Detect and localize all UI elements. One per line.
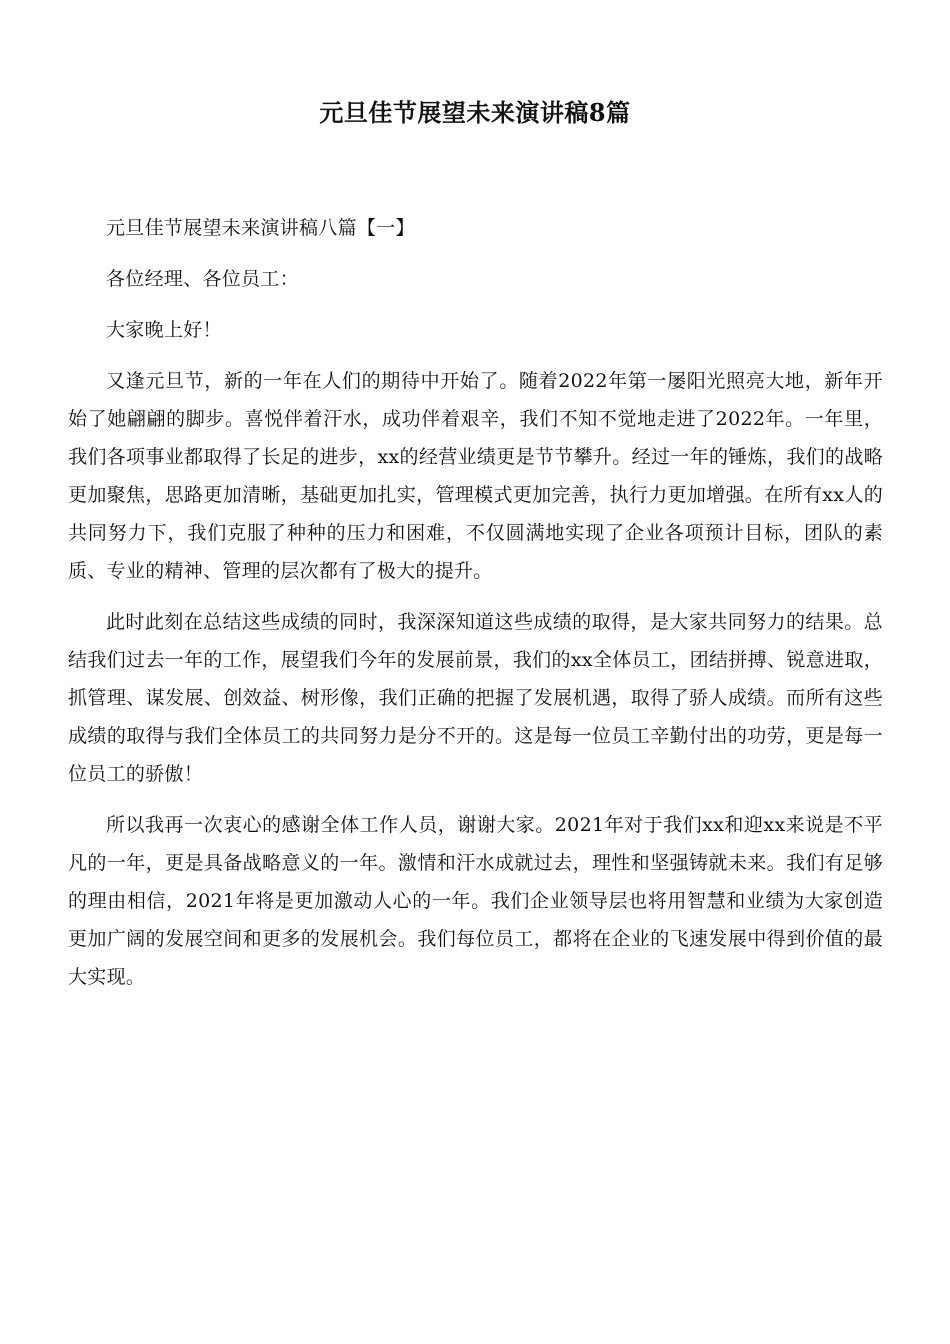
- body-paragraph: 又逢元旦节，新的一年在人们的期待中开始了。随着2022年第一屡阳光照亮大地，新年开始了她翩翩的脚步。喜悦伴着汗水，成功伴着艰辛，我们不知不觉地走进了2022年。一年里，我们各项事业都取得了长足的进步，xx的经营业绩更是节节攀升。经过一年的锤炼，我们的战略更加聚焦，思路更加清晰，基础更加扎实，管理模式更加完善，执行力更加增强。在所有xx人的共同努力下，我们克服了种种的压力和困难，不仅圆满地实现了企业各项预计目标，团队的素质、专业的精神、管理的层次都有了极大的提升。: [68, 370, 883, 582]
- body-paragraph: 所以我再一次衷心的感谢全体工作人员，谢谢大家。2021年对于我们xx和迎xx来说是不平凡的一年，更是具备战略意义的一年。激情和汗水成就过去，理性和坚强铸就未来。我们有足够的理由相信，2021年将是更加激动人心的一年。我们企业领导层也将用智慧和业绩为大家创造更加广阔的发展空间和更多的发展机会。我们每位员工，都将在企业的飞速发展中得到价值的最大实现。: [68, 814, 883, 988]
- body-paragraph: 此时此刻在总结这些成绩的同时，我深深知道这些成绩的取得，是大家共同努力的结果。总结我们过去一年的工作，展望我们今年的发展前景，我们的xx全体员工，团结拼搏、锐意进取，抓管理、谋发展、创效益、树形像，我们正确的把握了发展机遇，取得了骄人成绩。而所有这些成绩的取得与我们全体员工的共同努力是分不开的。这是每一位员工辛勤付出的功劳，更是每一位员工的骄傲！: [68, 611, 883, 785]
- greeting: 大家晚上好！: [106, 319, 222, 341]
- salutation: 各位经理、各位员工：: [106, 268, 300, 290]
- document-title: 元旦佳节展望未来演讲稿8篇: [319, 98, 631, 127]
- section-heading: 元旦佳节展望未来演讲稿八篇【一】: [106, 217, 415, 239]
- document-body: [68, 209, 883, 996]
